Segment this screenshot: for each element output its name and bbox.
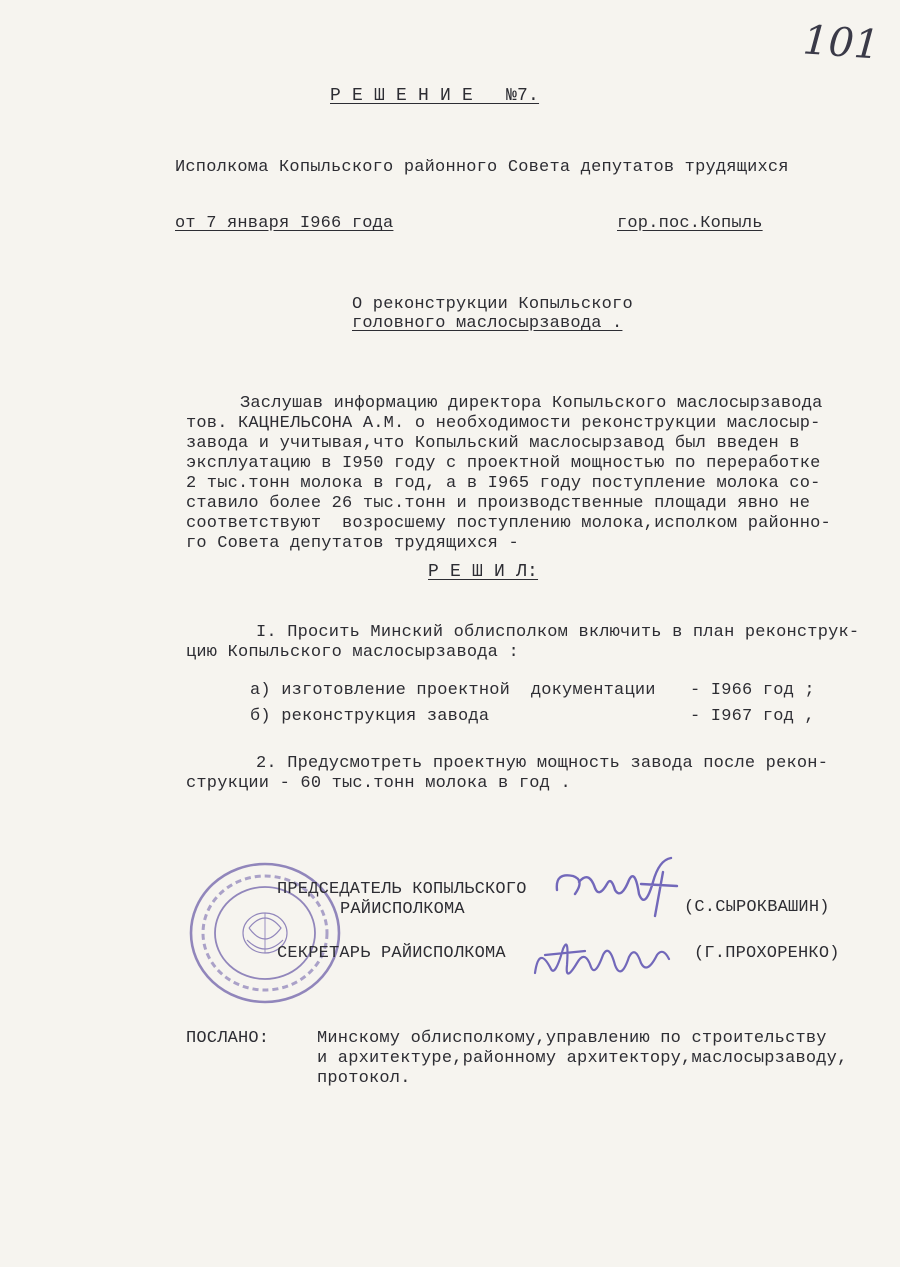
sent-to-line-1: Минскому облисполкому,управлению по строительству bbox=[317, 1029, 827, 1048]
resolved-heading: Р Е Ш И Л: bbox=[428, 562, 539, 582]
item1a-year: - I966 год ; bbox=[690, 681, 815, 700]
preamble-line-1: Заслушав информацию директора Копыльского маслосырзавода bbox=[240, 394, 823, 413]
document-title: Р Е Ш Е Н И Е №7. bbox=[330, 86, 540, 106]
sent-to-line-2: и архитектуре,районному архитектору,маслосырзаводу, bbox=[317, 1049, 848, 1068]
preamble-line-3: завода и учитывая,что Копыльский маслосырзавод был введен в bbox=[186, 434, 800, 453]
chairman-title-line-2: РАЙИСПОЛКОМА bbox=[340, 900, 465, 919]
preamble-line-2: тов. КАЦНЕЛЬСОНА А.М. о необходимости реконструкции маслосыр- bbox=[186, 414, 821, 433]
chairman-title-line-1: ПРЕДСЕДАТЕЛЬ КОПЫЛЬСКОГО bbox=[277, 880, 527, 899]
item2-line-2: струкции - 60 тыс.тонн молока в год . bbox=[186, 774, 571, 793]
handwritten-page-number: 101 bbox=[801, 17, 881, 69]
secretary-name: (Г.ПРОХОРЕНКО) bbox=[694, 944, 840, 963]
chairman-signature bbox=[545, 850, 685, 925]
item1-line-2: цию Копыльского маслосырзавода : bbox=[186, 643, 519, 662]
document-place: гор.пос.Копыль bbox=[617, 214, 763, 233]
secretary-title: СЕКРЕТАРЬ РАЙИСПОЛКОМА bbox=[277, 944, 506, 963]
issuer-line: Исполкома Копыльского районного Совета депутатов трудящихся bbox=[175, 158, 789, 177]
chairman-name: (С.СЫРОКВАШИН) bbox=[684, 898, 830, 917]
item1-line-1: I. Просить Минский облисполком включить в план реконструк- bbox=[256, 623, 860, 642]
item1a-label: а) изготовление проектной документации bbox=[250, 681, 656, 700]
preamble-line-5: 2 тыс.тонн молока в год, а в I965 году поступление молока со- bbox=[186, 474, 821, 493]
preamble-line-7: соответствуют возросшему поступлению молока,исполком районно- bbox=[186, 514, 831, 533]
secretary-signature bbox=[525, 925, 675, 990]
item1b-year: - I967 год , bbox=[690, 707, 815, 726]
item1b-label: б) реконструкция завода bbox=[250, 707, 490, 726]
preamble-line-6: ставило более 26 тыс.тонн и производственные площади явно не bbox=[186, 494, 811, 513]
document-date: от 7 января I966 года bbox=[175, 214, 394, 233]
sent-to-line-3: протокол. bbox=[317, 1069, 411, 1088]
subject-line-2: головного маслосырзавода . bbox=[352, 314, 623, 333]
item2-line-1: 2. Предусмотреть проектную мощность завода после рекон- bbox=[256, 754, 829, 773]
sent-label: ПОСЛАНО: bbox=[186, 1029, 270, 1048]
preamble-line-4: эксплуатацию в I950 году с проектной мощностью по переработке bbox=[186, 454, 821, 473]
subject-line-1: О реконструкции Копыльского bbox=[352, 295, 633, 314]
preamble-line-8: го Совета депутатов трудящихся - bbox=[186, 534, 519, 553]
